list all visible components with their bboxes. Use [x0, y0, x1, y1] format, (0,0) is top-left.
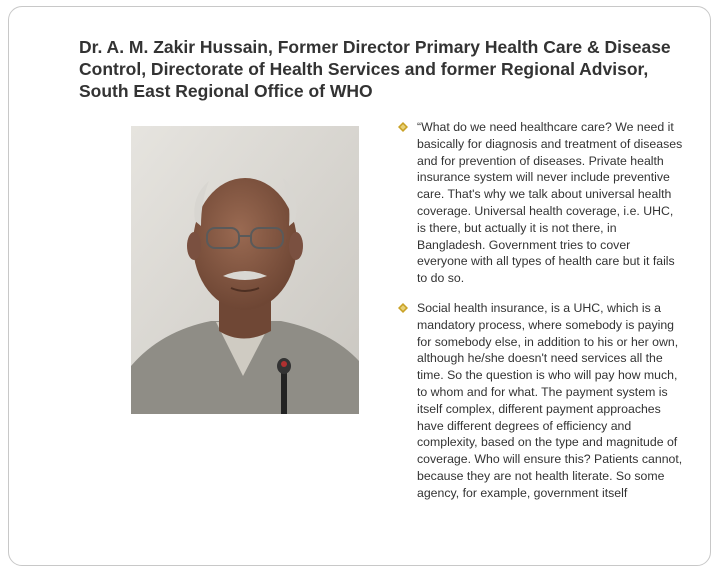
diamond-bullet-icon	[398, 303, 408, 313]
list-item	[398, 300, 683, 502]
list-item	[398, 119, 683, 287]
portrait-photo	[131, 126, 359, 414]
diamond-bullet-icon	[398, 122, 408, 132]
bullet-list	[398, 119, 683, 515]
bullet-text: Social health insurance, is a UHC, which is a mandatory process, where somebody is paying for somebody else, in addition to his or her own, although he/she doesn't need services all the time. So the question is who will pay how much, to whom and for what. The payment system is itself complex, different payment approaches have different degrees of efficiency and complexity, based on the type and magnitude of coverage. Who will ensure this? Patients cannot, because they are not health literate. So some agency, for example, government itself	[417, 300, 683, 500]
bullet-text: “What do we need healthcare care? We need it basically for diagnosis and treatment of diseases and for prevention of diseases. Private health insurance system will never include preventive care. That's why we talk about universal health coverage. Universal health coverage, i.e. UHC, is there, but actually it is not there, in Bangladesh. Government tries to cover everyone with all types of health care but it fails to do so.	[417, 120, 683, 286]
slide-title: Dr. A. M. Zakir Hussain, Former Director Primary Health Care & Disease Control, Directorate of Health Services and former Regional Advisor, South East Regional Office of WHO	[79, 37, 671, 101]
